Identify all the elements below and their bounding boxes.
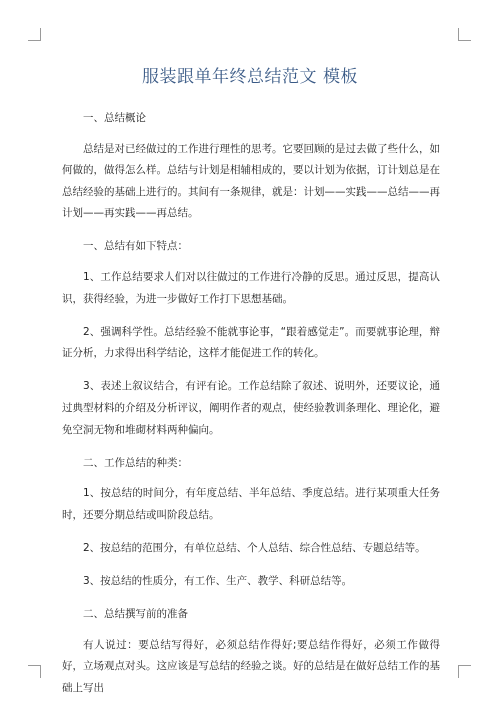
body-paragraph: 1、按总结的时间分，有年度总结、半年总结、季度总结。进行某项重大任务时，还要分期总结或叫阶段总结。 [62,487,440,521]
section-heading: 一、总结概论 [83,112,146,124]
body-paragraph: 2、按总结的范围分，有单位总结、个人总结、综合性总结、专题总结等。 [83,542,426,554]
body-paragraph: 2、强调科学性。总结经验不能就事论事，“跟着感觉走”。而要就事论理，辩证分析，力求得出科学结论，这样才能促进工作的转化。 [62,325,440,360]
crop-mark-top-right [458,28,471,41]
document-title: 服装跟单年终总结范文 模板 [142,67,358,87]
section-heading: 二、工作总结的种类： [83,456,188,469]
body-paragraph: 总结是对已经做过的工作进行理性的思考。它要回顾的是过去做了些什么，如何做的，做得怎么样。总结与计划是相辅相成的，要以计划为依据，订计划总是在总结经验的基础上进行的。其间有一条规律，就是：计划——实践——总结——再计划——再实践——再总结。 [62,142,440,220]
crop-mark-bottom-right [458,665,471,678]
body-paragraph: 有人说过：要总结写得好，必须总结作得好;要总结作得好，必须工作做得好，立场观点对头。这应该是写总结的经验之谈。好的总结是在做好总结工作的基础上写出 [62,638,440,694]
document-body [62,108,440,711]
section-heading: 二、总结撰写前的准备 [83,608,188,621]
crop-mark-bottom-left [28,665,41,678]
body-paragraph: 3、按总结的性质分，有工作、生产、教学、科研总结等。 [83,575,353,588]
body-paragraph: 1、工作总结要求人们对以往做过的工作进行冷静的反思。通过反思，提高认识，获得经验，为进一步做好工作打下思想基础。 [62,271,440,305]
section-heading: 一、总结有如下特点： [83,240,188,253]
crop-mark-top-left [28,28,41,41]
body-paragraph: 3、表述上叙议结合，有评有论。工作总结除了叙述、说明外，还要议论，通过典型材料的介绍及分析评议，阐明作者的观点，使经验教训条理化、理论化，避免空洞无物和堆砌材料两种偏向。 [62,380,440,436]
